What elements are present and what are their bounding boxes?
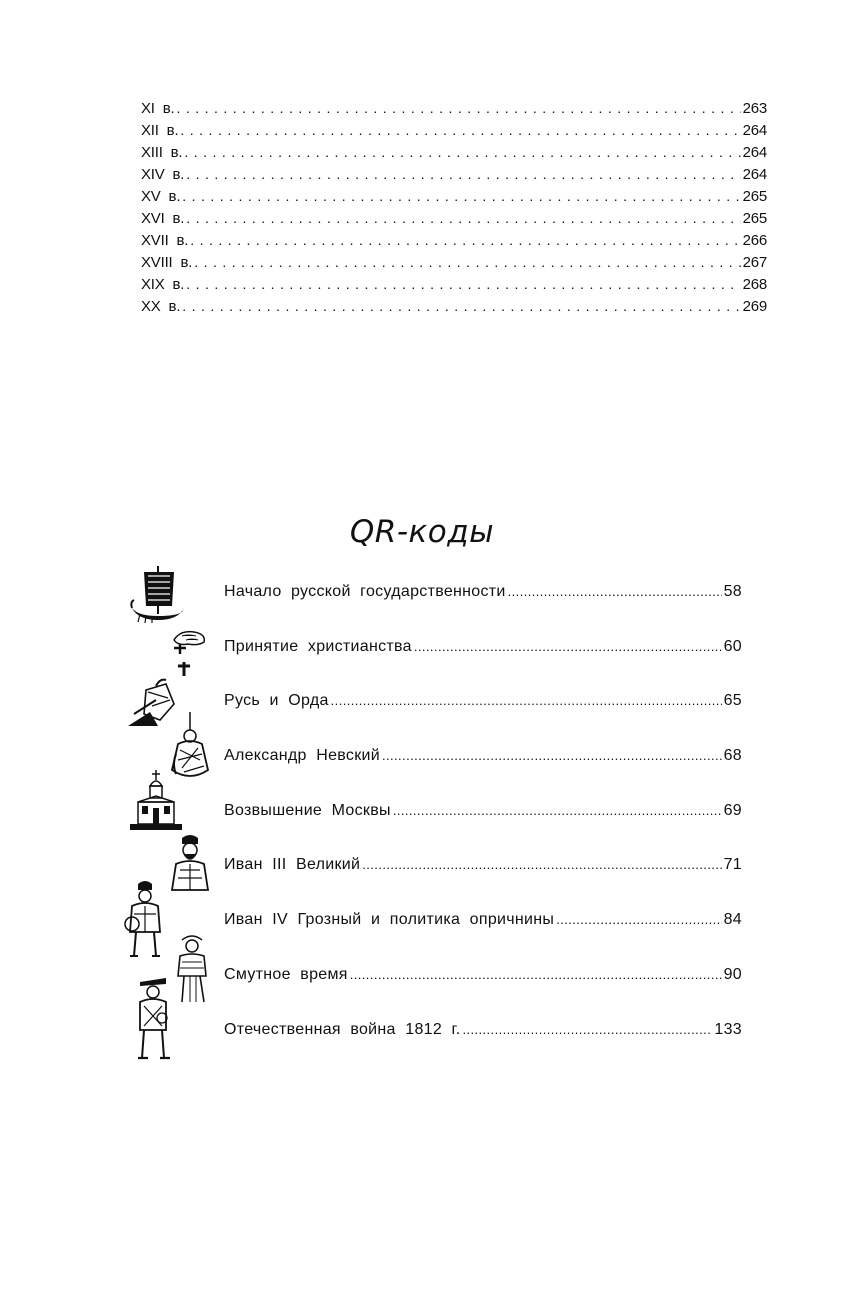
century-toc bbox=[141, 97, 767, 317]
toc-row-xvii[interactable] bbox=[141, 229, 767, 251]
qr-item[interactable] bbox=[224, 580, 742, 635]
qr-item[interactable] bbox=[224, 1018, 742, 1073]
toc-page: 267 bbox=[742, 254, 767, 271]
dot-leader bbox=[190, 229, 740, 251]
toc-page: 266 bbox=[742, 232, 767, 249]
toc-page: 269 bbox=[742, 298, 767, 315]
toc-label: XIV в. bbox=[141, 166, 185, 183]
toc-row-xii[interactable] bbox=[141, 119, 767, 141]
qr-item-label: Начало русской государственности bbox=[224, 583, 506, 600]
dot-leader bbox=[462, 1018, 712, 1042]
dot-leader bbox=[556, 908, 721, 932]
qr-item[interactable] bbox=[224, 908, 742, 963]
toc-row-xiii[interactable] bbox=[141, 141, 767, 163]
toc-page: 265 bbox=[742, 210, 767, 227]
dot-leader bbox=[393, 799, 722, 823]
qr-item[interactable] bbox=[224, 689, 742, 744]
figure-icon bbox=[172, 932, 212, 1004]
qr-code-list bbox=[224, 580, 742, 1072]
dot-leader bbox=[180, 119, 740, 141]
qr-item-page: 65 bbox=[723, 692, 742, 710]
dot-leader bbox=[186, 273, 740, 295]
dot-leader bbox=[194, 251, 740, 273]
dot-leader bbox=[186, 163, 740, 185]
qr-item-label: Возвышение Москвы bbox=[224, 801, 391, 819]
qr-item[interactable] bbox=[224, 635, 742, 690]
qr-item-label: Принятие христианства bbox=[224, 637, 412, 655]
toc-label: XVI в. bbox=[141, 210, 185, 227]
toc-page: 264 bbox=[742, 166, 767, 183]
qr-item-label: Смутное время bbox=[224, 965, 348, 983]
dot-leader bbox=[362, 853, 721, 877]
dot-leader bbox=[182, 185, 740, 207]
toc-row-xv[interactable] bbox=[141, 185, 767, 207]
toc-row-xi[interactable] bbox=[141, 97, 767, 119]
qr-item-page: 90 bbox=[723, 965, 742, 983]
qr-item-page: 69 bbox=[723, 801, 742, 819]
qr-item[interactable] bbox=[224, 799, 742, 854]
soldier-icon bbox=[132, 972, 174, 1062]
toc-row-xix[interactable] bbox=[141, 273, 767, 295]
dot-leader bbox=[184, 141, 740, 163]
toc-label: XX в. bbox=[141, 298, 181, 315]
qr-item-page: 58 bbox=[723, 583, 742, 600]
dot-leader bbox=[182, 295, 740, 317]
toc-row-xviii[interactable] bbox=[141, 251, 767, 273]
qr-item[interactable] bbox=[224, 744, 742, 799]
dot-leader bbox=[186, 207, 740, 229]
qr-item-page: 60 bbox=[723, 637, 742, 655]
toc-row-xvi[interactable] bbox=[141, 207, 767, 229]
dot-leader bbox=[382, 744, 722, 768]
warrior-icon bbox=[124, 880, 166, 958]
tsar-icon bbox=[170, 832, 210, 894]
toc-label: XI в. bbox=[141, 100, 175, 117]
dot-leader bbox=[331, 689, 722, 713]
qr-item[interactable] bbox=[224, 963, 742, 1018]
dot-leader bbox=[350, 963, 722, 987]
toc-row-xx[interactable] bbox=[141, 295, 767, 317]
qr-section-title: QR-коды bbox=[349, 514, 495, 550]
viking-ship-icon bbox=[130, 562, 188, 624]
toc-page: 265 bbox=[742, 188, 767, 205]
qr-item-page: 133 bbox=[714, 1020, 742, 1038]
qr-item-label: Русь и Орда bbox=[224, 692, 329, 710]
church-icon bbox=[128, 768, 184, 832]
qr-item-page: 68 bbox=[723, 747, 742, 765]
toc-label: XIX в. bbox=[141, 276, 185, 293]
toc-label: XVII в. bbox=[141, 232, 189, 249]
dot-leader bbox=[176, 97, 740, 119]
toc-label: XV в. bbox=[141, 188, 181, 205]
toc-label: XIII в. bbox=[141, 144, 183, 161]
toc-page: 264 bbox=[742, 122, 767, 139]
toc-page: 268 bbox=[742, 276, 767, 293]
toc-row-xiv[interactable] bbox=[141, 163, 767, 185]
dot-leader bbox=[414, 635, 722, 659]
qr-item[interactable] bbox=[224, 853, 742, 908]
qr-item-label: Отечественная война 1812 г. bbox=[224, 1020, 461, 1038]
toc-page: 264 bbox=[742, 144, 767, 161]
qr-item-page: 84 bbox=[723, 911, 742, 929]
toc-label: XVIII в. bbox=[141, 254, 193, 271]
illustrations-column bbox=[120, 560, 220, 1060]
dot-leader bbox=[508, 580, 722, 604]
qr-item-label: Александр Невский bbox=[224, 747, 380, 765]
qr-item-page: 71 bbox=[723, 856, 742, 874]
qr-item-label: Иван III Великий bbox=[224, 856, 361, 874]
qr-item-label: Иван IV Грозный и политика опричнины bbox=[224, 911, 555, 929]
toc-page: 263 bbox=[742, 100, 767, 117]
toc-label: XII в. bbox=[141, 122, 179, 139]
